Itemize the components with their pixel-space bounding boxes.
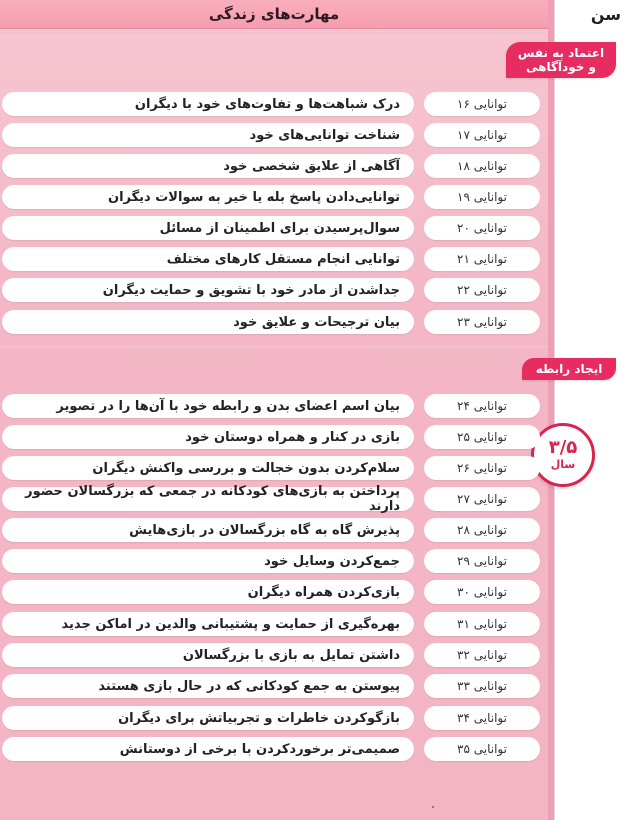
skill-row — [0, 310, 548, 334]
skill-text: بازی‌کردن همراه دیگران — [2, 580, 414, 604]
skill-text: سلام‌کردن بدون خجالت و بررسی واکنش دیگران — [2, 456, 414, 480]
section-title-line1: اعتماد به نفس — [517, 46, 605, 60]
skill-row — [0, 549, 548, 573]
skill-text: پیوستن به جمع کودکانی که در حال بازی هستند — [2, 674, 414, 698]
skill-number: توانایی ۲۵ — [424, 425, 540, 449]
skill-row — [0, 247, 548, 271]
skill-text: جمع‌کردن وسایل خود — [2, 549, 414, 573]
section-title-self-confidence — [506, 42, 616, 78]
skill-text: جداشدن از مادر خود با تشویق و حمایت دیگران — [2, 278, 414, 302]
skill-text: پرداختن به بازی‌های کودکانه در جمعی که بزرگسالان حضور دارند — [2, 487, 414, 511]
skill-number: توانایی ۲۰ — [424, 216, 540, 240]
section-divider — [0, 346, 548, 348]
page-speck — [432, 806, 434, 808]
skill-text: شناخت توانایی‌های خود — [2, 123, 414, 147]
skill-text: صمیمی‌تر برخوردکردن با برخی از دوستانش — [2, 737, 414, 761]
age-unit: سال — [550, 458, 576, 471]
skill-number: توانایی ۲۶ — [424, 456, 540, 480]
skill-row — [0, 425, 548, 449]
skill-text: بهره‌گیری از حمایت و پشتیبانی والدین در اماکن جدید — [2, 612, 414, 636]
skill-number: توانایی ۲۳ — [424, 310, 540, 334]
skill-row — [0, 456, 548, 480]
skill-number: توانایی ۱۸ — [424, 154, 540, 178]
skill-number: توانایی ۳۳ — [424, 674, 540, 698]
header-divider — [0, 32, 548, 34]
skill-text: داشتن تمایل به بازی با بزرگسالان — [2, 643, 414, 667]
skill-text: بیان اسم اعضای بدن و رابطه خود با آن‌ها را در تصویر — [2, 394, 414, 418]
skill-row — [0, 123, 548, 147]
skill-text: بیان ترجیحات و علایق خود — [2, 310, 414, 334]
skill-text: پذیرش گاه به گاه بزرگسالان در بازی‌هایش — [2, 518, 414, 542]
sidebar-age-label: سن — [590, 5, 621, 24]
skill-row — [0, 518, 548, 542]
skill-row — [0, 484, 548, 514]
skill-text: آگاهی از علایق شخصی خود — [2, 154, 414, 178]
section-title-line1: ایجاد رابطه — [535, 362, 603, 376]
skill-text: درک شباهت‌ها و تفاوت‌های خود با دیگران — [2, 92, 414, 116]
skill-text: توانایی انجام مستقل کارهای مختلف — [2, 247, 414, 271]
skill-row — [0, 706, 548, 730]
skill-row — [0, 674, 548, 698]
skill-row — [0, 612, 548, 636]
skill-number: توانایی ۲۱ — [424, 247, 540, 271]
skill-number: توانایی ۳۰ — [424, 580, 540, 604]
skill-number: توانایی ۲۴ — [424, 394, 540, 418]
skill-row — [0, 278, 548, 302]
skill-row — [0, 185, 548, 209]
section-title-relationship — [522, 358, 616, 380]
skill-row — [0, 737, 548, 761]
skill-text: سوال‌پرسیدن برای اطمینان از مسائل — [2, 216, 414, 240]
age-value: ۳/۵ — [548, 437, 578, 458]
skill-number: توانایی ۲۷ — [424, 487, 540, 511]
skill-number: توانایی ۱۹ — [424, 185, 540, 209]
skill-row — [0, 154, 548, 178]
page-header — [0, 0, 548, 29]
skill-row — [0, 394, 548, 418]
skill-text: بازگوکردن خاطرات و تجربیاتش برای دیگران — [2, 706, 414, 730]
skill-text: بازی در کنار و همراه دوستان خود — [2, 425, 414, 449]
skill-number: توانایی ۲۲ — [424, 278, 540, 302]
skill-number: توانایی ۲۸ — [424, 518, 540, 542]
skill-row — [0, 643, 548, 667]
skill-row — [0, 216, 548, 240]
skill-number: توانایی ۱۷ — [424, 123, 540, 147]
section-title-line2: و خودآگاهی — [525, 60, 597, 74]
skill-number: توانایی ۳۵ — [424, 737, 540, 761]
skill-row — [0, 580, 548, 604]
skill-row — [0, 92, 548, 116]
skill-number: توانایی ۳۲ — [424, 643, 540, 667]
skill-number: توانایی ۲۹ — [424, 549, 540, 573]
age-sidebar — [548, 0, 634, 820]
page-title: مهارت‌های زندگی — [208, 5, 340, 23]
skill-number: توانایی ۳۴ — [424, 706, 540, 730]
skill-text: توانایی‌دادن پاسخ بله یا خیر به سوالات دیگران — [2, 185, 414, 209]
skill-number: توانایی ۱۶ — [424, 92, 540, 116]
skill-number: توانایی ۳۱ — [424, 612, 540, 636]
